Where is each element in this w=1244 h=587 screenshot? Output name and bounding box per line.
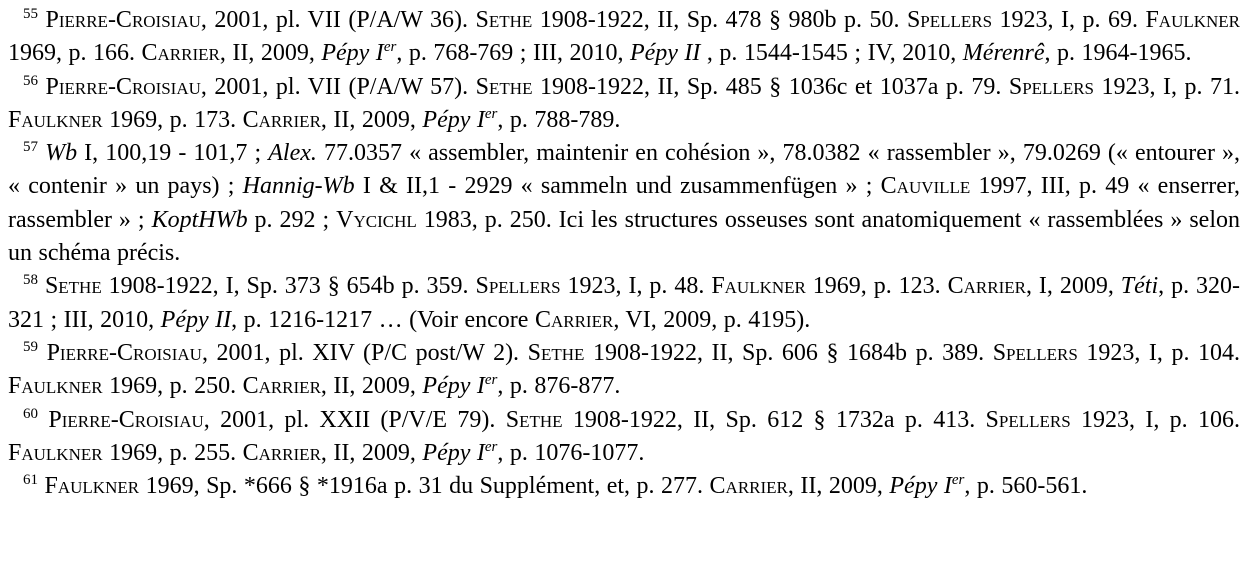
footnote-text: 1997, III, p. 49 « enserrer, rassembler » ; [8,173,1240,233]
author-name: Sethe [44,273,102,300]
footnote-text: I & II,1 - 2929 « sammeln und zusammenfügen » ; [354,173,881,200]
footnote-text [38,340,47,366]
author-name: Carrier [242,439,321,466]
author-name: Pierre-Croisiau [45,73,201,100]
footnote-57 [8,137,1240,270]
footnote-text: 1908-1922, II, Sp. 478 § 980b p. 50. [532,7,907,33]
footnote-text: 1923, I, p. 106. [1070,406,1241,433]
footnote-text: 1983, p. 250. Ici les structures osseuses sont anatomiquement « rassemblées » selon un schéma précis. [8,206,1241,267]
footnote-text: 1923, I, p. 71. [1094,73,1240,100]
italic-title: Pépy I [889,473,952,500]
footnote-text: 1969, p. 173. [102,106,243,133]
author-name: Spellers [475,273,561,300]
footnote-58 [8,270,1240,337]
footnote-number: 61 [23,472,38,489]
author-name: Spellers [906,7,993,33]
footnote-text: , p. 876-877. [497,373,621,400]
author-name: Spellers [1008,73,1095,100]
superscript: er [383,39,397,56]
footnote-text [38,407,48,433]
italic-title: Pépy II [160,306,232,333]
footnote-number: 57 [23,139,38,156]
author-name: Carrier [141,40,220,67]
author-name: Sethe [505,406,563,433]
superscript: er [484,105,498,122]
italic-title: Pépy I [422,439,485,466]
footnote-text: , 2001, pl. XIV (P/C post/W 2). [201,339,528,366]
author-name: Sethe [475,73,533,100]
footnote-number: 60 [23,405,38,422]
italic-title: Pépy I [422,106,485,133]
footnote-text: 1969, p. 250. [102,373,243,400]
footnote-text: 77.0357 « assembler, maintenir en cohésion », 78.0382 « rassembler », 79.0269 (« entourer », « contenir » un pays) ; [8,140,1241,200]
author-name: Faulkner [44,473,140,500]
footnote-text: 1908-1922, II, Sp. 485 § 1036c et 1037a p. 79. [532,73,1009,100]
footnote-text: , p. 768-769 ; III, 2010, [396,40,630,67]
footnote-text: , I, 2009, [1025,273,1121,300]
footnote-text: 1969, Sp. *666 § *1916a p. 31 du Supplément, et, p. 277. [139,473,710,500]
footnote-text: , p. 1544-1545 ; IV, 2010, [700,40,963,67]
footnote-text: 1908-1922, II, Sp. 612 § 1732a p. 413. [562,406,986,433]
footnote-text: , II, 2009, [320,373,423,400]
superscript: er [951,472,965,489]
footnote-text: , p. 788-789. [497,106,621,133]
footnote-60 [8,404,1240,471]
footnote-text: , p. 560-561. [964,473,1088,500]
author-name: Faulkner [711,273,806,300]
footnote-number: 58 [23,272,38,289]
italic-title: KoptHWb [151,206,248,233]
footnote-text: 1923, I, p. 104. [1077,339,1241,366]
italic-title: Hannig-Wb [242,173,355,200]
italic-title: Alex. [268,140,317,167]
author-name: Carrier [242,106,321,133]
footnote-text: 1923, I, p. 69. [992,7,1146,33]
author-name: Vycichl [336,206,417,233]
footnote-text: I, 100,19 - 101,7 ; [77,140,269,167]
footnote-number: 55 [23,6,38,22]
author-name: Faulkner [1145,7,1241,33]
footnote-text: , 2001, pl. XXII (P/V/E 79). [203,406,506,433]
author-name: Carrier [709,473,788,500]
footnote-text: , p. 1964-1965. [1044,40,1192,67]
author-name: Sethe [475,7,533,33]
footnote-text: 1908-1922, II, Sp. 606 § 1684b p. 389. [584,339,993,366]
footnote-61 [8,470,1240,503]
footnote-text: , II, 2009, [219,40,322,67]
footnote-text: 1923, I, p. 48. [560,273,712,300]
footnote-text: , II, 2009, [320,439,423,466]
author-name: Pierre-Croisiau [48,406,204,433]
footnote-text [38,273,45,299]
footnote-text [38,74,46,100]
superscript: er [484,372,498,389]
footnote-number: 59 [23,338,38,355]
footnote-text: , 2001, pl. VII (P/A/W 36). [200,7,476,33]
footnote-text: , p. 1216-1217 … (Voir encore [231,306,535,333]
author-name: Cauville [880,173,971,200]
author-name: Sethe [527,339,585,366]
italic-title: Pépy I [321,40,384,67]
author-name: Carrier [242,373,321,400]
footnote-text: 1969, p. 166. [8,40,142,67]
author-name: Spellers [985,406,1071,433]
footnote-text: p. 292 ; [247,206,337,233]
italic-title: Mérenrê [962,40,1045,67]
footnote-text: 1969, p. 255. [102,439,243,466]
superscript: er [484,438,498,455]
author-name: Faulkner [8,373,103,400]
italic-title: Pépy II [629,40,701,67]
footnote-text: , II, 2009, [787,473,890,500]
footnote-text: , p. 1076-1077. [497,439,645,466]
italic-title: Pépy I [422,373,485,400]
footnote-59 [8,337,1240,404]
footnote-number: 56 [23,72,38,89]
author-name: Pierre-Croisiau [46,339,202,366]
footnote-text: 1969, p. 123. [805,273,948,300]
author-name: Spellers [992,339,1078,366]
footnote-56 [8,71,1240,138]
author-name: Carrier [947,273,1026,300]
footnote-text: , 2001, pl. VII (P/A/W 57). [200,73,476,100]
italic-title: Wb [45,140,78,167]
footnote-text: , p. 320-321 ; III, 2010, [8,273,1241,333]
footnote-text: , II, 2009, [320,106,423,133]
footnotes-block [8,4,1240,503]
footnote-text: , VI, 2009, p. 4195). [613,306,811,333]
author-name: Faulkner [8,439,103,466]
author-name: Carrier [534,306,614,333]
author-name: Pierre-Croisiau [45,7,201,33]
author-name: Faulkner [8,106,103,133]
italic-title: Téti [1120,273,1159,300]
footnote-55 [8,4,1240,71]
footnote-text: 1908-1922, I, Sp. 373 § 654b p. 359. [101,273,476,300]
